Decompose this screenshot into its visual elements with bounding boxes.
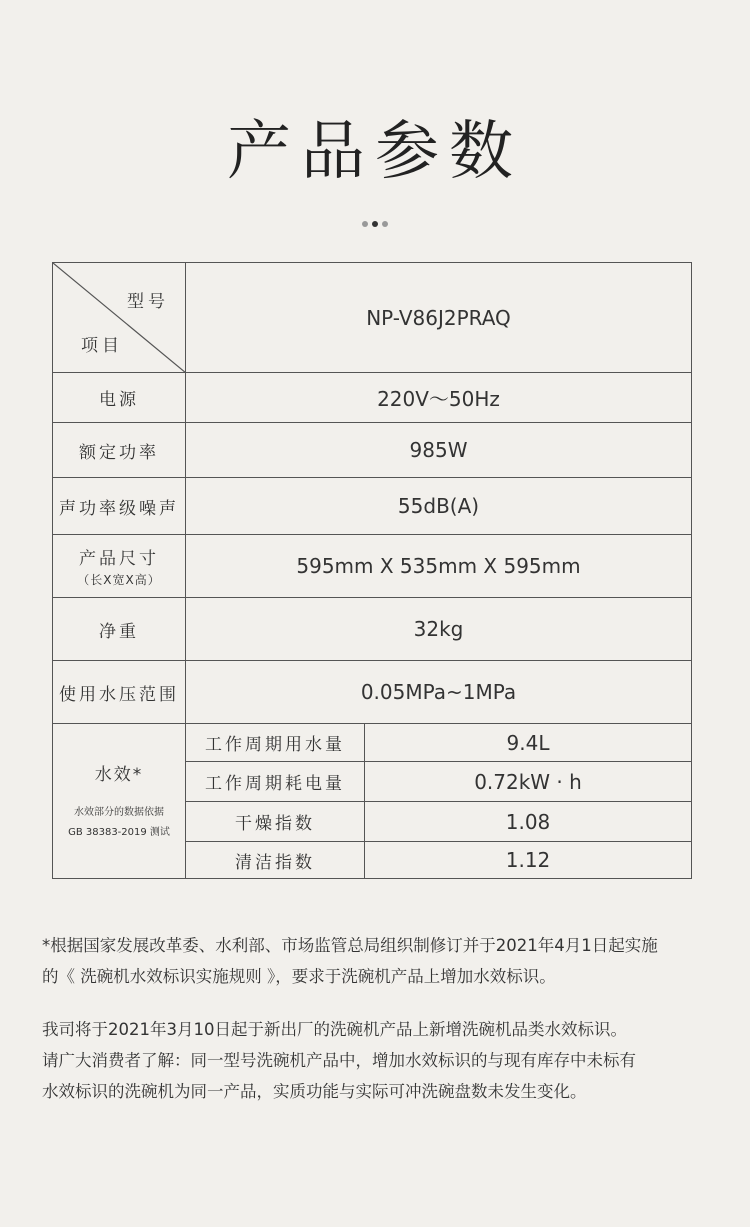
note-line: *根据国家发展改革委、水利部、市场监管总局组织制修订并于2021年4月1日起实施 (42, 936, 658, 955)
water-efficiency-note-1: 水效部分的数据依据 (74, 806, 164, 818)
water-efficiency-label: 水效* (94, 764, 144, 785)
company-notice (42, 1014, 712, 1107)
dot-indicator[interactable] (362, 221, 368, 227)
spec-table (52, 262, 692, 879)
header-diagonal-cell (53, 263, 186, 373)
water-item-value: 9.4L (365, 724, 692, 762)
dimensions-sublabel: （长X宽X高） (77, 573, 161, 587)
carousel-dots (0, 212, 750, 231)
water-efficiency-note-2: GB 38383-2019 测试 (68, 826, 170, 838)
header-model-label: 型号 (127, 292, 169, 312)
row-value-rated-power: 985W (186, 423, 692, 478)
water-item-label: 干燥指数 (186, 802, 365, 842)
notice-line: 水效标识的洗碗机为同一产品，实质功能与实际可冲洗碗盘数未发生变化。 (42, 1082, 587, 1101)
water-item-label: 工作周期耗电量 (186, 762, 365, 802)
water-item-label: 工作周期用水量 (186, 724, 365, 762)
notice-line: 请广大消费者了解：同一型号洗碗机产品中，增加水效标识的与现有库存中未标有 (42, 1051, 636, 1070)
row-value-power-supply: 220V～50Hz (186, 373, 692, 423)
water-item-value: 1.08 (365, 802, 692, 842)
regulation-note (42, 930, 712, 992)
water-item-value: 1.12 (365, 842, 692, 879)
row-label-dimensions (53, 535, 186, 598)
row-value-water-pressure: 0.05MPa~1MPa (186, 661, 692, 724)
notice-line: 我司将于2021年3月10日起于新出厂的洗碗机产品上新增洗碗机品类水效标识。 (42, 1020, 627, 1039)
row-label-noise: 声功率级噪声 (53, 478, 186, 535)
row-label-weight: 净重 (53, 598, 186, 661)
row-label-power-supply: 电源 (53, 373, 186, 423)
water-efficiency-cell (53, 724, 186, 879)
header-item-label: 项目 (81, 336, 123, 356)
row-value-weight: 32kg (186, 598, 692, 661)
row-value-dimensions: 595mm X 535mm X 595mm (186, 535, 692, 598)
row-label-rated-power: 额定功率 (53, 423, 186, 478)
dimensions-label: 产品尺寸 (79, 549, 159, 569)
row-label-water-pressure: 使用水压范围 (53, 661, 186, 724)
row-value-noise: 55dB(A) (186, 478, 692, 535)
model-value: NP-V86J2PRAQ (186, 263, 692, 373)
diagonal-line (53, 263, 186, 373)
dot-indicator-active[interactable] (372, 221, 378, 227)
water-item-label: 清洁指数 (186, 842, 365, 879)
note-line: 的《 洗碗机水效标识实施规则 》，要求于洗碗机产品上增加水效标识。 (42, 967, 556, 986)
dot-indicator[interactable] (382, 221, 388, 227)
water-item-value: 0.72kW · h (365, 762, 692, 802)
page-title: 产品参数 (227, 115, 523, 189)
